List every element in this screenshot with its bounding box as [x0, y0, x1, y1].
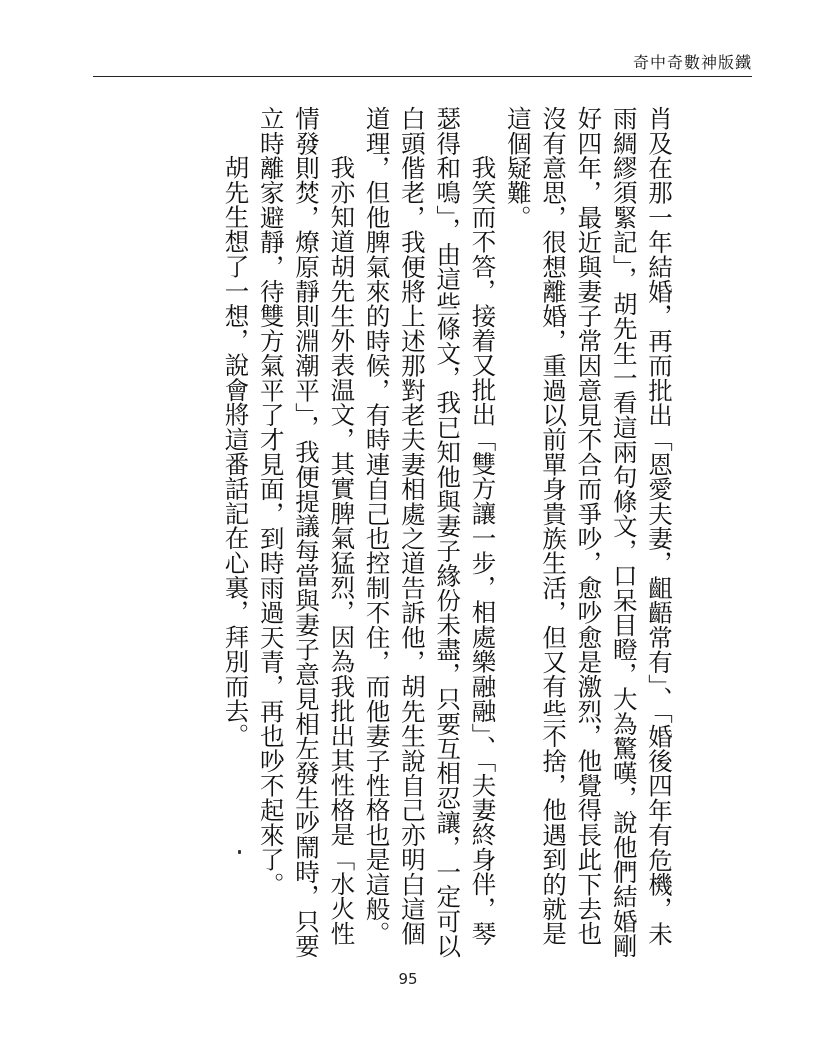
paragraph-3: 我亦知道胡先生外表温文，其實脾氣猛烈，因為我批出其性格是「水火性情發則焚，燎原靜則淵潮平」，我便提議每當與妻子意見相左發生吵鬧時，只要立時離家避靜，待雙方氣平了才見面，到時雨過天青，再也吵不起來了。	[256, 106, 357, 959]
paragraph-1: 肖及在那一年結婚，再而批出「恩愛夫妻，齟齬常有」、「婚後四年有危機，未雨綢繆須緊記」，胡先生一看這兩句條文，口呆目瞪，大為驚嘆，說他們結婚剛好四年，最近與妻子常因意見不合而爭吵，愈吵愈是激烈，他覺得長此下去也沒有意思，很想離婚，重過以前單身貴族生活，但又有些不捨，他遇到的就是這個疑難。	[503, 106, 674, 959]
running-header-title: 奇中奇數神版鐵	[632, 53, 752, 72]
paragraph-2: 我笑而不答，接着又批出「雙方讓一步，相處樂融融」、「夫妻終身伴，琴瑟得和鳴」，由這些條文，我已知他與妻子緣份未盡，只要互相忍讓，一定可以白頭偕老，我便將上述那對老夫妻相處之道告訴他，胡先生說自己亦明白這個道理，但他脾氣來的時候，有時連自己也控制不住，而他妻子性格也是這般。	[362, 106, 498, 959]
header-rule	[93, 76, 752, 77]
page-number: 95	[398, 970, 418, 988]
body-text-vertical	[221, 106, 677, 966]
paragraph-4: 胡先生想了一想，說會將這番話記在心裏，拜別而去。	[221, 155, 251, 748]
stray-ink-mark	[238, 850, 241, 854]
